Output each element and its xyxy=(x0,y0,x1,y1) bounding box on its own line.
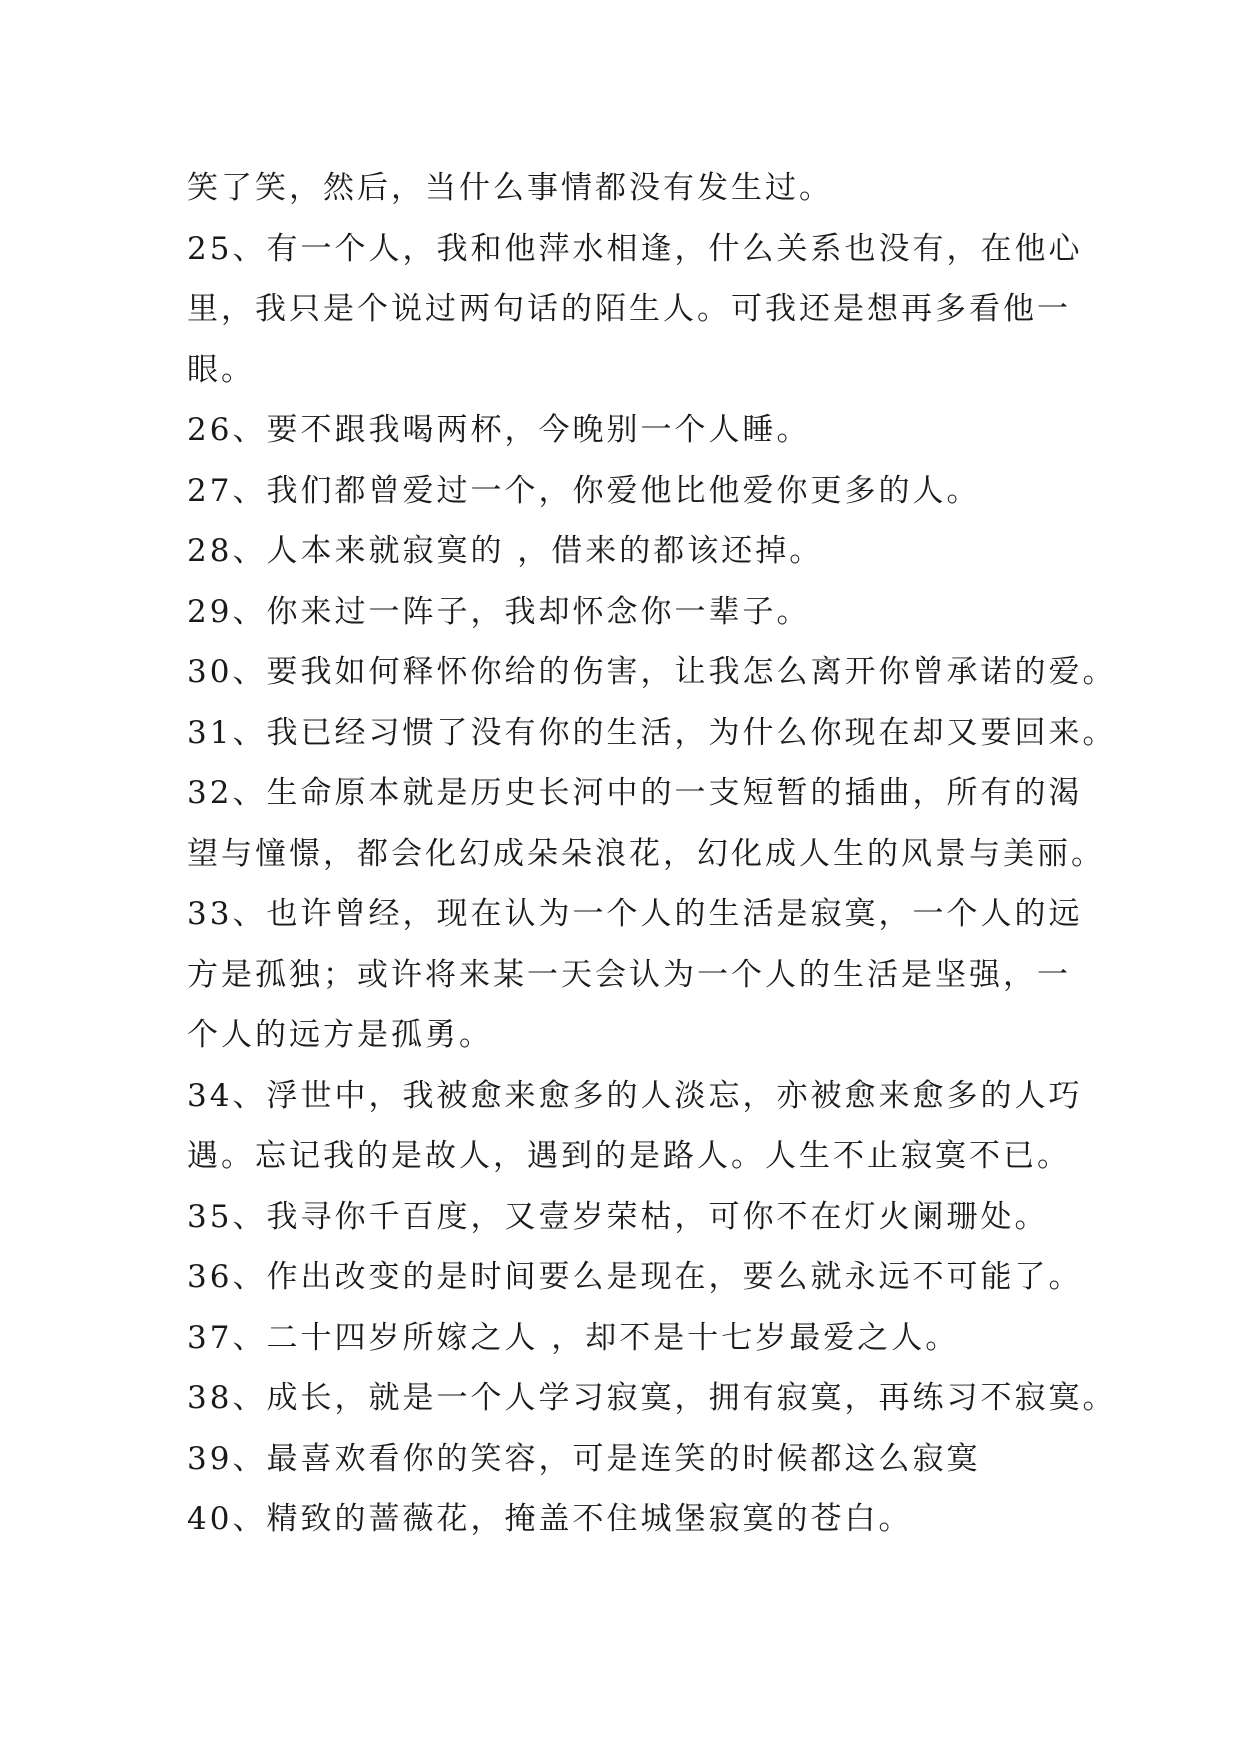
text-line: 望与憧憬，都会化幻成朵朵浪花，幻化成人生的风景与美丽。 xyxy=(187,835,1105,872)
text-line: 37、二十四岁所嫁之人 ，却不是十七岁最爱之人。 xyxy=(187,1319,960,1356)
text-line: 遇。忘记我的是故人，遇到的是路人。人生不止寂寞不已。 xyxy=(187,1138,1071,1174)
text-line: 个人的远方是孤勇。 xyxy=(187,1017,493,1053)
text-line: 38、成长，就是一个人学习寂寞，拥有寂寞，再练习不寂寞。 xyxy=(187,1380,1117,1416)
text-line: 25、有一个人，我和他萍水相逢，什么关系也没有，在他心 xyxy=(187,230,1083,267)
text-line: 39、最喜欢看你的笑容，可是连笑的时候都这么寂寞 xyxy=(187,1440,981,1477)
text-line: 34、浮世中，我被愈来愈多的人淡忘，亦被愈来愈多的人巧 xyxy=(187,1077,1083,1114)
text-line: 里，我只是个说过两句话的陌生人。可我还是想再多看他一 xyxy=(187,291,1071,327)
text-line: 26、要不跟我喝两杯，今晚别一个人睡。 xyxy=(187,412,811,448)
text-line: 30、要我如何释怀你给的伤害，让我怎么离开你曾承诺的爱。 xyxy=(187,654,1117,690)
text-line: 眼。 xyxy=(187,351,255,388)
text-line: 28、人本来就寂寞的 ，借来的都该还掉。 xyxy=(187,533,824,569)
text-line: 31、我已经习惯了没有你的生活，为什么你现在却又要回来。 xyxy=(187,714,1117,751)
text-line: 笑了笑，然后，当什么事情都没有发生过。 xyxy=(187,170,833,206)
text-line: 32、生命原本就是历史长河中的一支短暂的插曲，所有的渴 xyxy=(187,775,1083,811)
text-line: 40、精致的蔷薇花，掩盖不住城堡寂寞的苍白。 xyxy=(187,1501,913,1537)
text-line: 33、也许曾经，现在认为一个人的生活是寂寞，一个人的远 xyxy=(187,896,1083,932)
text-line: 36、作出改变的是时间要么是现在，要么就永远不可能了。 xyxy=(187,1259,1083,1295)
body-text xyxy=(187,158,1117,1550)
text-line: 27、我们都曾爱过一个，你爱他比他爱你更多的人。 xyxy=(187,472,981,509)
text-line: 方是孤独；或许将来某一天会认为一个人的生活是坚强，一 xyxy=(187,956,1071,993)
text-line: 35、我寻你千百度，又壹岁荣枯，可你不在灯火阑珊处。 xyxy=(187,1198,1049,1235)
text-line: 29、你来过一阵子，我却怀念你一辈子。 xyxy=(187,593,811,630)
